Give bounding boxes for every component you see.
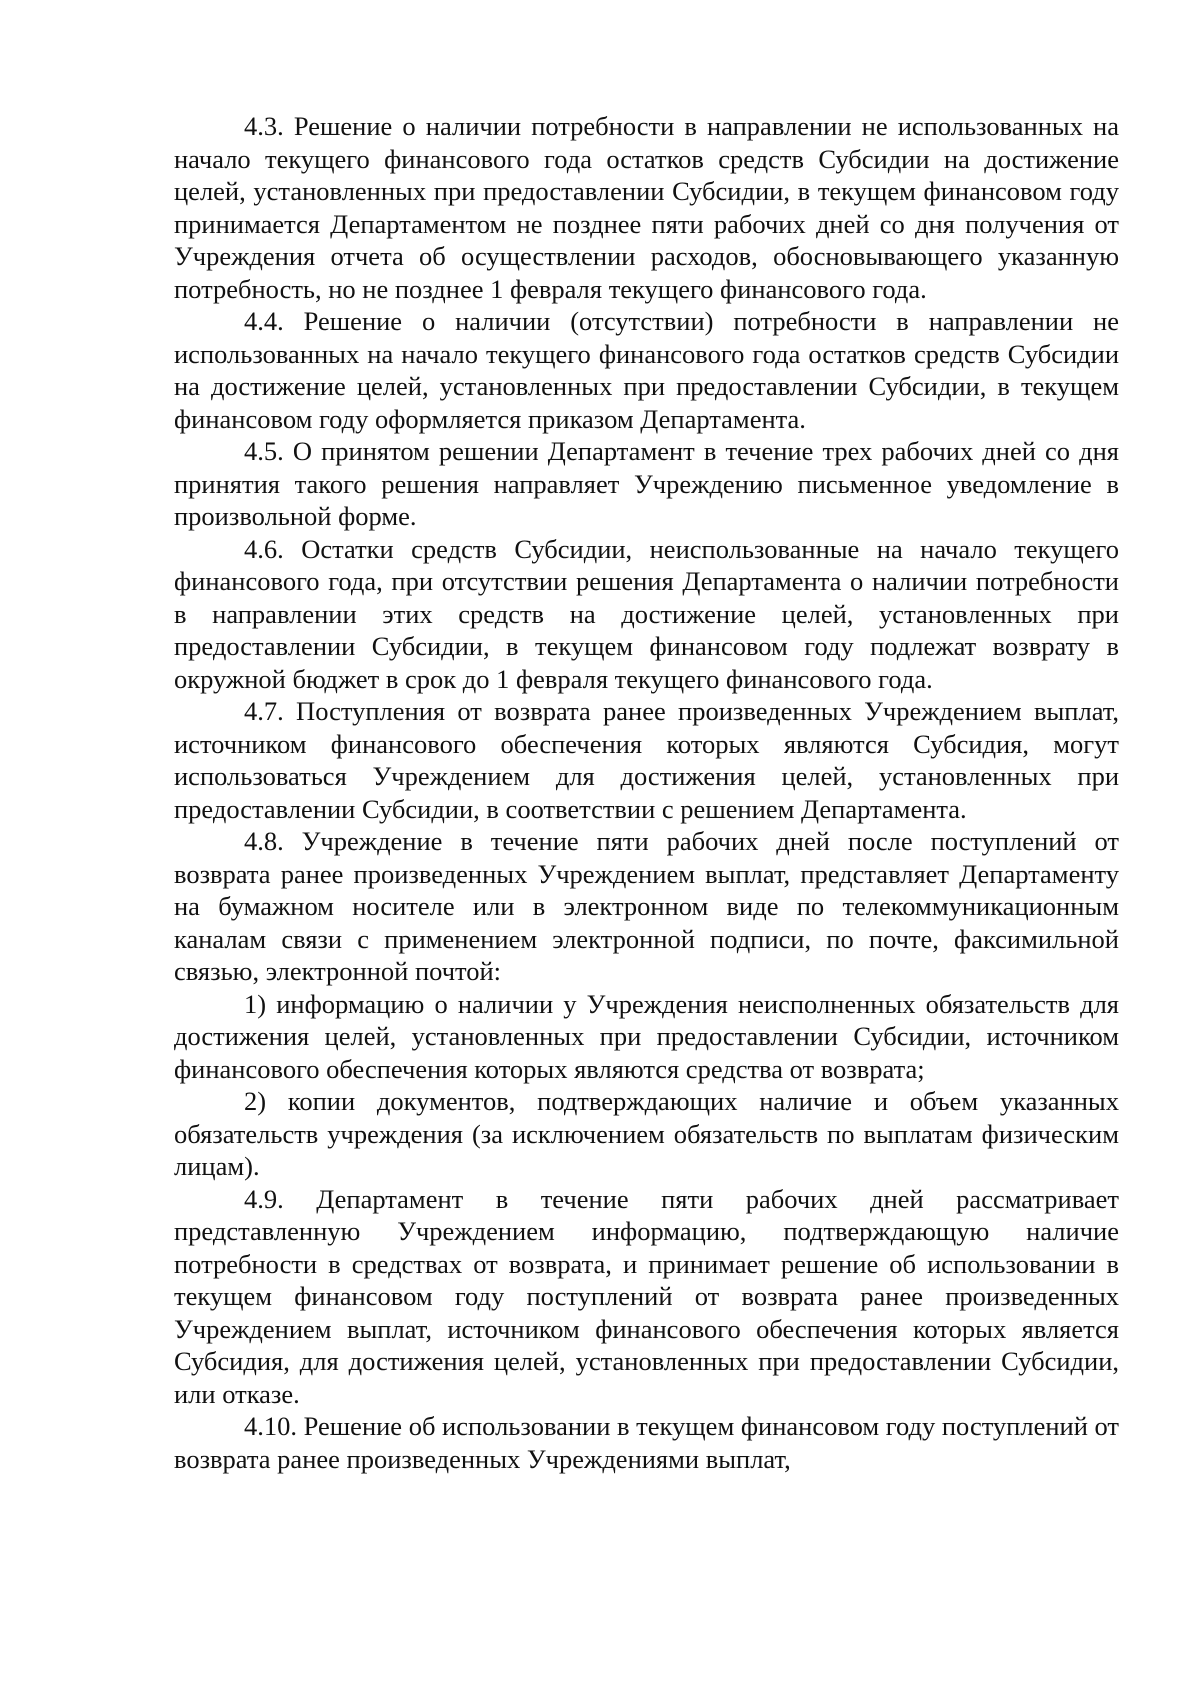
paragraph-4-10: 4.10. Решение об использовании в текущем финансовом году поступлений от возврата ранее произведенных Учреждениями выплат,: [174, 1411, 1120, 1474]
document-page: [174, 110, 1119, 1475]
paragraph-4-6: 4.6. Остатки средств Субсидии, неиспользованные на начало текущего финансового года, при отсутствии решения Департамента о наличии потребности в направлении этих средств на достижение целей, установленных при предоставлении Субсидии, в текущем финансовом году подлежат возврату в окружной бюджет в срок до 1 февраля текущего финансового года.: [174, 533, 1119, 694]
paragraph-4-3: 4.3. Решение о наличии потребности в направлении не использованных на начало текущего финансового года остатков средств Субсидии на достижение целей, установленных при предоставлении Субсидии, в текущем финансовом году принимается Департаментом не позднее пяти рабочих дней со дня получения от Учреждения отчета об осуществлении расходов, обосновывающего указанную потребность, но не позднее 1 февраля текущего финансового года.: [174, 111, 1119, 304]
list-item-2: 2) копии документов, подтверждающих наличие и объем указанных обязательств учреждения (за исключением обязательств по выплатам физическим лицам).: [174, 1086, 1119, 1181]
paragraph-4-8: 4.8. Учреждение в течение пяти рабочих дней после поступлений от возврата ранее произведенных Учреждением выплат, представляет Департаменту на бумажном носителе или в электронном виде по телекоммуникационным каналам связи с применением электронной подписи, по почте, факсимильной связью, электронной почтой:: [174, 826, 1119, 986]
paragraph-4-9: 4.9. Департамент в течение пяти рабочих дней рассматривает представленную Учреждением информацию, подтверждающую наличие потребности в средствах от возврата, и принимает решение об использовании в текущем финансовом году поступлений от возврата ранее произведенных Учреждением выплат, источником финансового обеспечения которых является Субсидия, для достижения целей, установленных при предоставлении Субсидии, или отказе.: [174, 1183, 1119, 1409]
list-item-1: 1) информацию о наличии у Учреждения неисполненных обязательств для достижения целей, установленных при предоставлении Субсидии, источником финансового обеспечения которых являются средства от возврата;: [174, 988, 1119, 1084]
paragraph-4-7: 4.7. Поступления от возврата ранее произведенных Учреждением выплат, источником финансового обеспечения которых являются Субсидия, могут использоваться Учреждением для достижения целей, установленных при предоставлении Субсидии, в соответствии с решением Департамента.: [174, 696, 1119, 824]
paragraph-4-4: 4.4. Решение о наличии (отсутствии) потребности в направлении не использованных на начало текущего финансового года остатков средств Субсидии на достижение целей, установленных при предоставлении Субсидии, в текущем финансовом году оформляется приказом Департамента.: [174, 306, 1119, 434]
paragraph-4-5: 4.5. О принятом решении Департамент в течение трех рабочих дней со дня принятия такого решения направляет Учреждению письменное уведомление в произвольной форме.: [174, 436, 1119, 531]
